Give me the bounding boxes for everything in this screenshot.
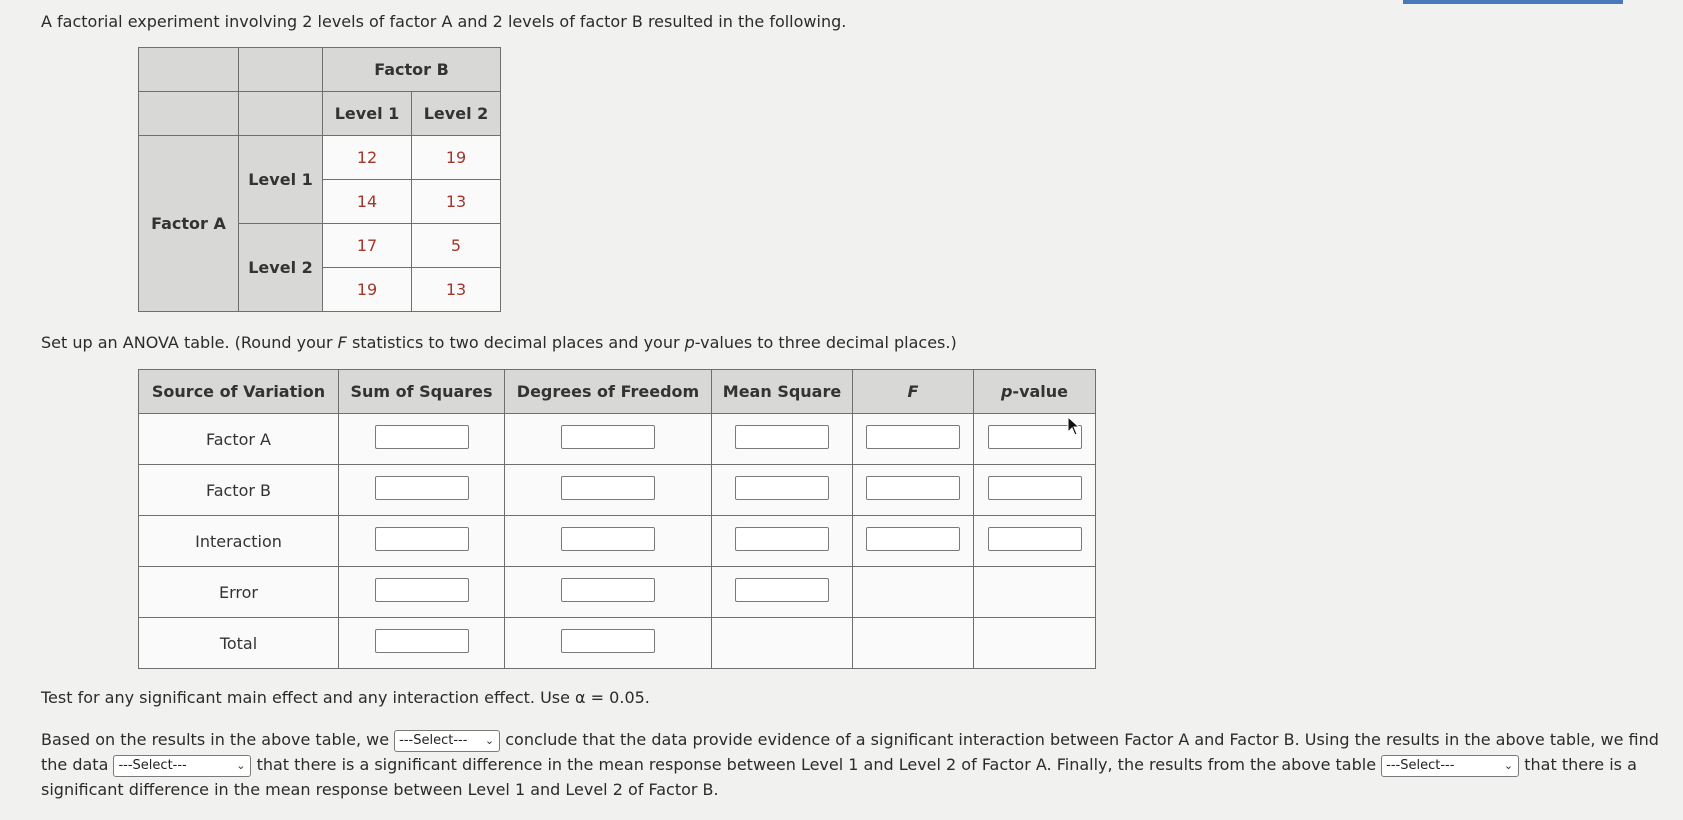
col-header-level-1: Level 1 xyxy=(323,92,412,136)
df-input[interactable] xyxy=(561,578,655,602)
cell-ss xyxy=(339,414,505,465)
cell-ss xyxy=(339,618,505,669)
intro-text: A factorial experiment involving 2 levels of factor A and 2 levels of factor B resulted in the following. xyxy=(41,12,847,31)
row-label: Interaction xyxy=(139,516,339,567)
df-input[interactable] xyxy=(561,476,655,500)
test-instruction: Test for any significant main effect and any interaction effect. Use α = 0.05. xyxy=(41,688,650,707)
prompt-part-1: Set up an ANOVA table. (Round your xyxy=(41,333,338,352)
data-cell: 19 xyxy=(323,268,412,312)
cell-ss xyxy=(339,567,505,618)
select-value: ---Select--- xyxy=(118,757,187,773)
data-cell: 5 xyxy=(412,224,501,268)
col-header-level-2: Level 2 xyxy=(412,92,501,136)
header-source: Source of Variation xyxy=(139,370,339,414)
conclusion-part-1: Based on the results in the above table, we xyxy=(41,730,390,749)
anova-row-error xyxy=(139,567,1096,618)
anova-prompt xyxy=(41,333,957,352)
data-cell: 19 xyxy=(412,136,501,180)
corner-cell xyxy=(139,92,239,136)
df-input[interactable] xyxy=(561,425,655,449)
row-header-level-1: Level 1 xyxy=(239,136,323,224)
f-input[interactable] xyxy=(866,476,960,500)
header-sum-of-squares: Sum of Squares xyxy=(339,370,505,414)
row-label: Factor A xyxy=(139,414,339,465)
p-input[interactable] xyxy=(988,476,1082,500)
cell-p-empty xyxy=(974,618,1096,669)
ms-input[interactable] xyxy=(735,578,829,602)
anova-row-factor-a xyxy=(139,414,1096,465)
cell-f xyxy=(853,465,974,516)
conclusion-part-4: that there is a significant difference in the mean response between Level 1 and Level 2 of Factor B. xyxy=(41,755,1637,799)
cell-ms xyxy=(712,414,853,465)
ss-input[interactable] xyxy=(375,425,469,449)
cell-ms xyxy=(712,567,853,618)
interaction-select[interactable] xyxy=(394,730,500,752)
conclusion-part-3: that there is a significant difference in the mean response between Level 1 and Level 2 of Factor A. Finally, the results from the above table xyxy=(256,755,1377,774)
df-input[interactable] xyxy=(561,527,655,551)
row-label: Factor B xyxy=(139,465,339,516)
prompt-part-2: statistics to two decimal places and your xyxy=(346,333,685,352)
cell-ms xyxy=(712,465,853,516)
top-accent-bar xyxy=(1403,0,1623,4)
cell-f xyxy=(853,516,974,567)
corner-cell xyxy=(139,48,239,92)
f-input[interactable] xyxy=(866,425,960,449)
corner-cell xyxy=(239,48,323,92)
cell-ss xyxy=(339,465,505,516)
data-cell: 12 xyxy=(323,136,412,180)
data-cell: 13 xyxy=(412,180,501,224)
cell-p xyxy=(974,516,1096,567)
cell-df xyxy=(505,465,712,516)
cell-df xyxy=(505,618,712,669)
select-value: ---Select--- xyxy=(1386,757,1455,773)
header-f xyxy=(853,370,974,414)
factor-b-header: Factor B xyxy=(323,48,501,92)
header-p-italic: p xyxy=(1000,382,1013,401)
data-cell: 14 xyxy=(323,180,412,224)
header-degrees-of-freedom: Degrees of Freedom xyxy=(505,370,712,414)
cell-ss xyxy=(339,516,505,567)
cell-df xyxy=(505,567,712,618)
cell-f-empty xyxy=(853,618,974,669)
ms-input[interactable] xyxy=(735,425,829,449)
row-label: Error xyxy=(139,567,339,618)
select-value: ---Select--- xyxy=(399,732,468,748)
ss-input[interactable] xyxy=(375,476,469,500)
p-input[interactable] xyxy=(988,527,1082,551)
factor-a-header: Factor A xyxy=(139,136,239,312)
cell-f-empty xyxy=(853,567,974,618)
cell-p-empty xyxy=(974,567,1096,618)
corner-cell xyxy=(239,92,323,136)
ss-input[interactable] xyxy=(375,629,469,653)
conclusion-paragraph xyxy=(41,727,1681,802)
ss-input[interactable] xyxy=(375,527,469,551)
row-header-level-2: Level 2 xyxy=(239,224,323,312)
row-label: Total xyxy=(139,618,339,669)
conclusion-part-2: conclude that the data provide evidence of a significant interaction between Factor A and Factor B. Using the results in the above table, we find the data xyxy=(41,730,1659,774)
cell-ms xyxy=(712,516,853,567)
factor-b-select[interactable] xyxy=(1381,755,1519,777)
cell-ms-empty xyxy=(712,618,853,669)
ms-input[interactable] xyxy=(735,476,829,500)
anova-row-factor-b xyxy=(139,465,1096,516)
header-p-value xyxy=(974,370,1096,414)
header-p-rest: -value xyxy=(1012,382,1069,401)
anova-row-interaction xyxy=(139,516,1096,567)
anova-table xyxy=(138,369,1096,669)
ss-input[interactable] xyxy=(375,578,469,602)
prompt-f: F xyxy=(337,333,347,352)
data-cell: 17 xyxy=(323,224,412,268)
chevron-down-icon: ⌄ xyxy=(236,758,246,772)
header-mean-square: Mean Square xyxy=(712,370,853,414)
data-table xyxy=(138,47,501,312)
header-f-text: F xyxy=(907,382,919,401)
cell-f xyxy=(853,414,974,465)
chevron-down-icon: ⌄ xyxy=(1503,758,1514,772)
data-cell: 13 xyxy=(412,268,501,312)
f-input[interactable] xyxy=(866,527,960,551)
prompt-p: p xyxy=(684,333,695,352)
prompt-part-3: -values to three decimal places.) xyxy=(694,333,957,352)
cell-df xyxy=(505,414,712,465)
mouse-pointer-icon xyxy=(1067,416,1081,436)
anova-row-total xyxy=(139,618,1096,669)
cell-p xyxy=(974,465,1096,516)
factor-a-select[interactable] xyxy=(113,755,251,777)
chevron-down-icon: ⌄ xyxy=(484,733,495,747)
ms-input[interactable] xyxy=(735,527,829,551)
df-input[interactable] xyxy=(561,629,655,653)
cell-df xyxy=(505,516,712,567)
